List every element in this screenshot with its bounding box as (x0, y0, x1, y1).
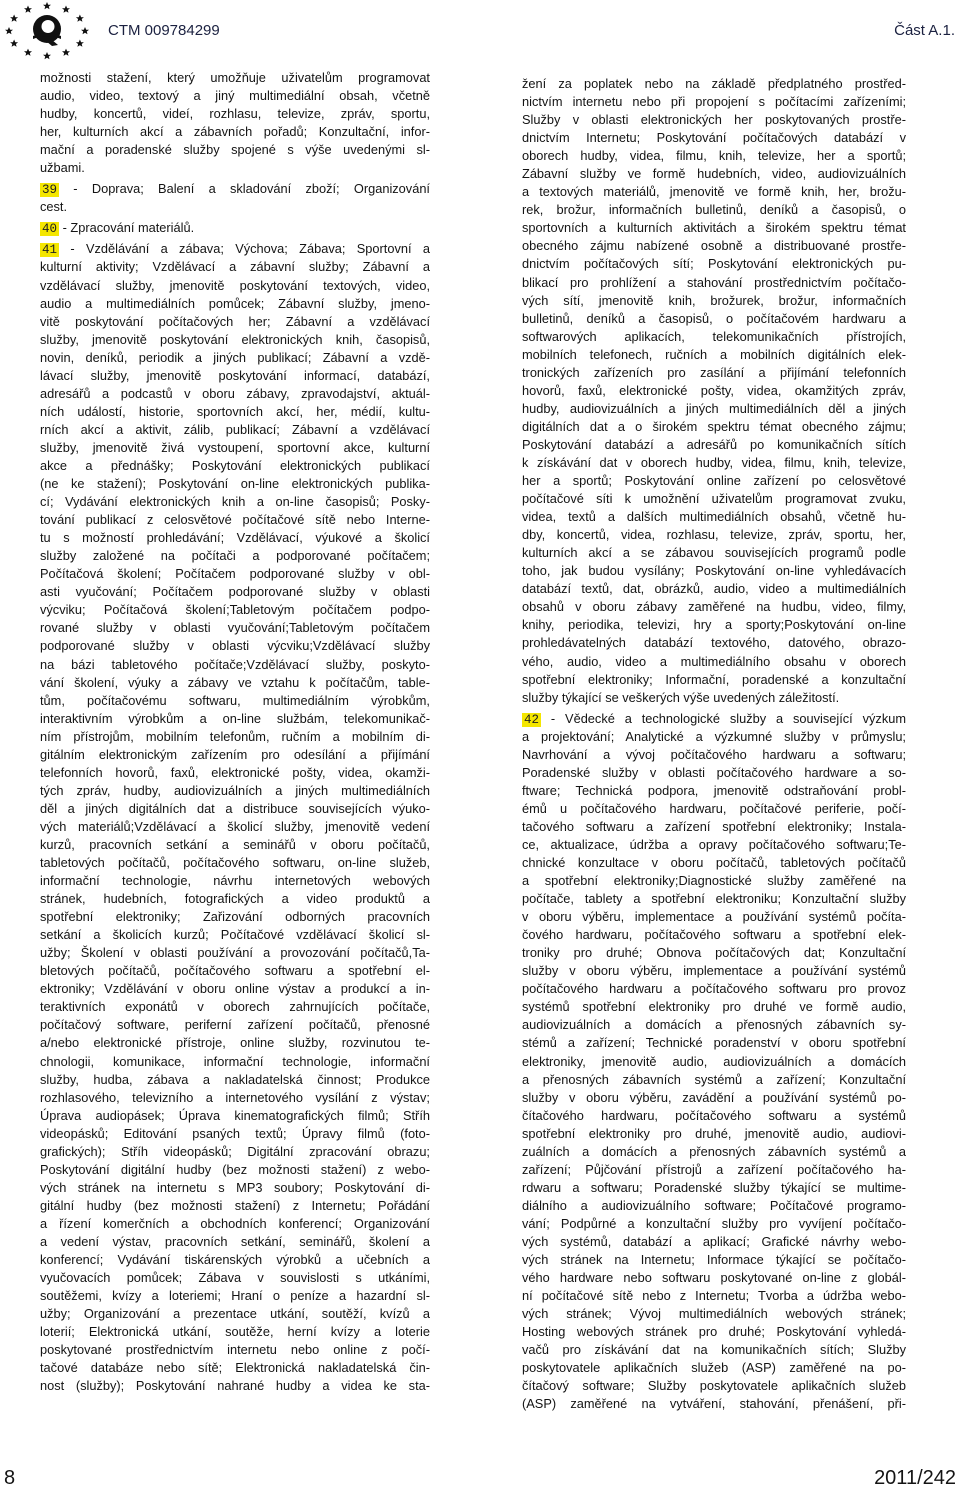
text-line: audiovizuálních a domácích a přenosných zábavních sy- (522, 1017, 906, 1033)
text-line: na bázi tabletového počítače;Vzdělávací služby, poskyto- (40, 656, 430, 672)
text-line: a textových materiálů, jmenovitě ve formě knih, her, brožu- (522, 184, 906, 200)
text-line: tých zpráv, hudby, audiovizuálních a jiných multimediálních (40, 782, 430, 798)
text-line: Zábavní služby ve formě hudebních, video, audiovizuálních (522, 166, 906, 182)
text-line: softwarových aplikacích, telekomunikačních přístrojích, (522, 328, 906, 344)
text-line: k získávání dat v oborech hudby, videa, filmu, knih, televize, (522, 454, 906, 470)
class-number-badge: 42 (524, 712, 540, 727)
text-line: služby, hudba, zábava a nakladatelská činnost; Produkce (40, 1071, 430, 1087)
text-line: vačů pro získávání dat na komunikačních sítích; Služby (522, 1342, 906, 1358)
text-line: služby v oboru výběru, implementace a používání systémů (522, 963, 906, 979)
text-line: Úprava audiopásek; Úprava kinematografických filmů; Stříh (40, 1107, 430, 1123)
text-line: dby, koncertů, videa, rozhlasu, televize, zpráv, sportu, her, (522, 527, 906, 543)
text-line: soutěžemi, kvízy a loteriemi; Hraní o peníze a hazardní sl- (40, 1288, 430, 1304)
text-line: rozhlasového, televizního a internetového vysílání z výstav; (40, 1089, 430, 1105)
text-line: databází textů, dat, obrázků, audio, video a multimediálních (522, 581, 906, 597)
text-line: děl a jiných digitálních dat a distribuce souvisejících výuko- (40, 800, 430, 816)
text-line: možnosti stažení, který umožňuje uživatelům programovat (40, 70, 430, 85)
text-line: a přenosných zábavních systémů a zařízení; Konzultační (522, 1071, 906, 1087)
text-line-content: - Vzdělávání a zábava; Výchova; Zábava; Sportovní a (59, 241, 430, 257)
text-line: vyučovacích pomůcek; Zábava v souvislosti s utkáními, (40, 1270, 430, 1286)
text-line: ektroniky; Vzdělávání v oboru online výstav a produkcí a in- (40, 981, 430, 997)
class-paragraph (40, 219, 430, 237)
text-line: Poradenské služby v oblasti počítačového hardware a so- (522, 764, 906, 780)
text-line: vání; Podpůrné a konzultační služby pro vyvíjení počítačo- (522, 1215, 906, 1231)
text-line: podporované služby v oblasti výcviku;Vzdělávací služby (40, 638, 430, 654)
text-line: užbami. (40, 160, 85, 176)
text-line: mobilních telefonech, ručních a mobilních digitálních elek- (522, 346, 906, 362)
text-line: hovorů, faxů, elektronické pošty, videa, okamžitých zpráv, (522, 382, 906, 398)
text-line: grafických); Stříh videopásků; Digitální zpracování obrazu; (40, 1143, 430, 1159)
text-line: Poskytování digitální hudby (bez možnosti stažení) z webo- (40, 1161, 430, 1177)
text-line: kurzů, pracovních setkání a seminářů v oboru počítačů, (40, 836, 430, 852)
text-line: tabletových počítačů, počítačového softwaru, on-line služeb, (40, 855, 430, 871)
class-number-badge: 39 (42, 183, 58, 198)
class-number-badge: 40 (42, 222, 58, 237)
text-line: bulletinů, deníků a časopisů, o počítačovém hardwaru a (522, 310, 906, 326)
text-line: žení za poplatek nebo na základě předplatného prostřed- (522, 76, 906, 91)
class-paragraph (40, 240, 430, 1395)
text-line: zařízení; Půjčování přístrojů a zařízení počítačového ha- (522, 1161, 906, 1177)
text-line: čítačový software; Služby poskytovatele aplikačních služeb (522, 1378, 906, 1394)
text-line: počítačové síti k umožnění uživatelům programovat zvuku, (522, 491, 906, 507)
text-line: vého hardware nebo softwaru poskytované on-line z globál- (522, 1270, 906, 1286)
text-line (40, 240, 430, 258)
text-line: novin, deníků, periodik a jiných publikací; Zábavní a vzdě- (40, 349, 430, 365)
text-line: tům, počítačovému softwaru, multimediálním výrobkům, (40, 692, 430, 708)
text-line: zuálních a domácích a přenosných zábavních systémů a (522, 1143, 906, 1159)
text-line: tu s možností prohledávání; Vzdělávací, výukové a školicí (40, 530, 430, 546)
text-line: nost (služby); Poskytování nahrané hudby a videa ke sta- (40, 1378, 430, 1394)
text-line: stránek, hudebních, fotografických a video produktů a (40, 891, 430, 907)
text-line: lávací služby, jmenovitě poskytování informací, databází, (40, 367, 430, 383)
text-line: počítačového hardwaru a počítačového softwaru pro provoz (522, 981, 906, 997)
text-line: užby; Školení v oblasti používání a provozování počítačů,Ta- (40, 945, 430, 961)
text-line: prohledávatelných databází textového, datového, obrazo- (522, 635, 906, 651)
text-line: a spotřební elektroniky;Diagnostické služby zaměřené na (522, 873, 906, 889)
text-line (40, 180, 430, 198)
text-line: dnictvím počítačových sítí; Poskytování elektronických pu- (522, 256, 906, 272)
text-line: hudby, koncertů, videí, rozhlasu, televize, zpráv, sportu, (40, 106, 430, 122)
text-line: oborech hudby, videa, filmu, knih, televize, her a sportů; (522, 148, 906, 164)
text-line: rních akcí a aktivit, zálib, publikací; Zábavní a vzdělávací (40, 421, 430, 437)
text-line: a projektování; Analytické a výzkumné služby v průmyslu; (522, 728, 906, 744)
text-line: (ne ke stažení); Poskytování on-line elektronických publika- (40, 476, 430, 492)
continuation-paragraph (40, 69, 430, 177)
page-number: 8 (4, 1467, 16, 1489)
text-line: teraktivních exponátů v oborech zahrnujících počítače, (40, 999, 430, 1015)
text-line: rdwaru a softwaru; Poradenské služby týkající se multime- (522, 1179, 906, 1195)
text-line: tronických zařízeních pro zasílání a přijímání telefonních (522, 364, 906, 380)
text-line: vých stránek na internetu s MP3 soubory; Poskytování di- (40, 1179, 430, 1195)
text-line: sportovních a kulturních aktivitách a širokém spektru témat (522, 220, 906, 236)
text-line: her a sportů; Poskytování online zařízení po celosvětové (522, 473, 906, 489)
text-line: užby; Organizování a prezentace utkání, soutěží, kvízů a (40, 1306, 430, 1322)
text-line: služby v oboru výběru, zavádění a používání systémů po- (522, 1089, 906, 1105)
text-line: asti vyučování; Počítačem podporované služby v oblasti (40, 584, 430, 600)
text-line: (ASP) zaměřené na vytváření, stahování, přenášení, při- (522, 1396, 906, 1412)
text-line (40, 219, 430, 237)
text-line: služby týkající se veškerých výše uvedených záležitostí. (522, 689, 840, 705)
text-line: vzdělávací služby, jmenovitě poskytování textových, video, (40, 277, 430, 293)
text-line: cest. (40, 199, 68, 215)
text-line: adresářů a podcastů v oboru zábavy, zpravodajství, aktuál- (40, 385, 430, 401)
text-line: informační technologie, návrhu internetových webových (40, 873, 430, 889)
text-line: her, kulturních akcí a zábavních pořadů; Konzultační, infor- (40, 124, 430, 140)
text-line: kulturních akcí a se zábavou souvisejících programů podle (522, 545, 906, 561)
text-line-content: - Zpracování materiálů. (59, 220, 195, 236)
text-line: spotřební elektroniky pro druhé, jmenovitě audio, audiovi- (522, 1125, 906, 1141)
text-line: počítače, tablety a spotřební elektroniku; Konzultační služby (522, 891, 906, 907)
text-line: interaktivním výrobkům a on-line službám, telekomunikač- (40, 710, 430, 726)
text-line: telefonních hovorů, faxů, elektronické pošty, videa, okamži- (40, 764, 430, 780)
text-line: gitálním elektronickým zařízením pro odesílání a přijímání (40, 746, 430, 762)
left-text-column (40, 69, 430, 1395)
text-line: čového hardwaru, počítačového softwaru a spotřební elek- (522, 927, 906, 943)
text-line: Služby v oblasti elektronických her poskytovaných prostře- (522, 112, 906, 128)
text-line: služby založené na počítači a podporované počítačem; (40, 548, 430, 564)
text-line: chnologii, komunikace, informační technologie, informační (40, 1053, 430, 1069)
text-line: ních událostí, historie, sportovních akcí, her, médií, kultu- (40, 403, 430, 419)
text-line: ftware; Technická podpora, jmenovitě odstraňování probl- (522, 782, 906, 798)
text-line: digitálních dat a o širokém spektru témat obecného zájmu; (522, 418, 906, 434)
text-line: a řízení komerčních a obchodních konferencí; Organizování (40, 1215, 430, 1231)
text-line: tování publikací z celosvětové počítačové sítě nebo Interne- (40, 512, 430, 528)
text-line: troniky pro druhé; Obnova počítačových dat; Konzultační (522, 945, 906, 961)
text-line: tačové databáze nebo sítě; Elektronická nakladatelská čin- (40, 1360, 430, 1376)
text-line: mační a poradenské služby spojené s výše uvedenými sl- (40, 142, 430, 158)
text-line: stémů a zařízení; Technické poradenství v oboru spotřební (522, 1035, 906, 1051)
text-line: videa, textů a dalších multimediálních obsahů, včetně hu- (522, 509, 906, 525)
text-line: spotřební elektroniky; Informační, poradenské a konzultační (522, 671, 906, 687)
class-paragraph (522, 710, 906, 1414)
text-line: vých stránek na Internetu; Informace týkající se počítačo- (522, 1252, 906, 1268)
text-line: nictvím internetu nebo při propojení s počítacími zařízeními; (522, 94, 906, 110)
text-line: dnictvím Internetu; Poskytování počítačových databází v (522, 130, 906, 146)
text-line: výcviku; Počítačová školení;Tabletovým počítačem podpo- (40, 602, 430, 618)
text-line: vých stránek; Vývoj multimediálních webových stránek; (522, 1306, 906, 1322)
text-line: poskytovatele aplikačních služeb (ASP) zaměřené na po- (522, 1360, 906, 1376)
right-text-column (522, 75, 906, 1413)
bulletin-number: 2011/242 (874, 1467, 956, 1489)
text-line: vých sítí, jmenovitě knih, brožurek, brožur, informačních (522, 292, 906, 308)
text-line: loterií; Elektronická utkání, soutěže, herní kvízy a loterie (40, 1324, 430, 1340)
text-line: toho, jak budou vysílány; Poskytování on-line vyhledávacích (522, 563, 906, 579)
text-line: videopásků; Editování psaných textů; Úpravy filmů (foto- (40, 1125, 430, 1141)
text-line (522, 710, 906, 728)
text-line: Hosting webových stránek pro druhé; Poskytování vyhledá- (522, 1324, 906, 1340)
text-line: spotřební elektroniky; Zařizování odborných pracovních (40, 909, 430, 925)
text-line: systémů spotřební elektroniky pro druhé ve formě audio, (522, 999, 906, 1015)
text-line: setkání a školicích kurzů; Počítačové vzdělávací školicí sl- (40, 927, 430, 943)
text-line: ce, aktualizace, údržba a opravy počítačového softwaru;Te- (522, 836, 906, 852)
ctm-number: CTM 009784299 (108, 22, 220, 39)
text-line: chnické konzultace v oboru počítačů, tabletových počítačů (522, 855, 906, 871)
text-line: émů u počítačového hardwaru, počítačové periferie, počí- (522, 800, 906, 816)
text-line-content: - Vědecké a technologické služby a související výzkum (541, 710, 906, 726)
text-line: blikací pro prohlížení a stahování prostřednictvím počítačo- (522, 274, 906, 290)
text-line: kulturní aktivity; Vzdělávací a zábavní služby; Zábavní a (40, 259, 430, 275)
text-line: čítačového hardwaru, počítačového softwaru a systémů (522, 1107, 906, 1123)
text-line: vitě poskytování počítačových her; Zábavní a vzdělávací (40, 313, 430, 329)
text-line: rované služby v oblasti vyučování;Tabletovým počítačem (40, 620, 430, 636)
class-number-badge: 41 (42, 243, 58, 258)
section-label: Část A.1. (894, 22, 955, 39)
text-line: vých materiálů;Vzdělávací a školicí služby, jmenovitě vedení (40, 818, 430, 834)
continuation-paragraph (522, 75, 906, 707)
text-line: obsahů v oboru zábavy zaměřené na hudbu, video, filmy, (522, 599, 906, 615)
text-line: audio a multimediálních pomůcek; Zábavní služby, jmeno- (40, 295, 430, 311)
text-line: knihy, periodika, televizi, hry a sporty;Poskytování on-line (522, 617, 906, 633)
text-line: audio, video, textový a jiný multimediální obsah, včetně (40, 88, 430, 104)
office-emblem-icon (0, 0, 95, 62)
text-line: služby, jmenovitě poskytování elektronických knih, časopisů, (40, 331, 430, 347)
text-line: ní počítačové sítě nebo z Internetu; Tvorba a údržba webo- (522, 1288, 906, 1304)
text-line: elektroniky, jmenovitě audio, audiovizuálních a domácích (522, 1053, 906, 1069)
text-line: a/nebo elektronické přístroje, online služby, rozvinutou te- (40, 1035, 430, 1051)
text-line: Počítačová školení; Počítačem podporované služby v obl- (40, 566, 430, 582)
class-paragraph (40, 180, 430, 216)
text-line: hudby, audiovizuálních a jiných multimediálních děl a jiných (522, 400, 906, 416)
text-line: gitální hudby (bez možnosti stažení) z Internetu; Pořádání (40, 1197, 430, 1213)
text-line: cí; Vydávání elektronických knih a on-line časopisů; Posky- (40, 494, 430, 510)
text-line: tačového softwaru a zařízení spotřební elektroniky; Instala- (522, 818, 906, 834)
text-line-content: - Doprava; Balení a skladování zboží; Organizování (59, 181, 430, 197)
text-line: obecného zájmu nabízené osobně a distribuované prostře- (522, 238, 906, 254)
text-line: vání školení, výuky a zábavy ve vztahu k počítačům, table- (40, 674, 430, 690)
text-line: bletových počítačů, počítačového softwaru a spotřební el- (40, 963, 430, 979)
text-line: Navrhování a vývoj počítačového hardwaru a softwaru; (522, 746, 906, 762)
text-line: ním přístrojům, mobilním telefonům, ručním a mobilním di- (40, 728, 430, 744)
text-line: vých systémů, databází a aplikací; Grafické návrhy webo- (522, 1234, 906, 1249)
text-line: rek, brožur, informačních bulletinů, deníků a časopisů, o (522, 202, 906, 218)
text-line: a vedení výstav, pracovních setkání, seminářů, školení a (40, 1234, 430, 1249)
text-line: poskytované prostřednictvím internetu nebo online z počí- (40, 1342, 430, 1358)
text-line: diálního a audiovizuálního software; Počítačové programo- (522, 1197, 906, 1213)
text-line: v oboru výběru, implementace a používání systémů počíta- (522, 909, 906, 925)
text-line: Poskytování databází a adresářů po komunikačních sítích (522, 436, 906, 452)
text-line: služby, jmenovitě živá vystoupení, sportovní akce, kulturní (40, 439, 430, 455)
text-line: vého, audio, video a multimediálního obsahu v oborech (522, 653, 906, 669)
text-line: počítačový software, periferní zařízení počítačů, přenosné (40, 1017, 430, 1033)
text-line: konferencí; Vydávání tiskárenských výrobků a učebních a (40, 1252, 430, 1268)
text-line: akce a přednášky; Poskytování elektronických publikací (40, 457, 430, 473)
